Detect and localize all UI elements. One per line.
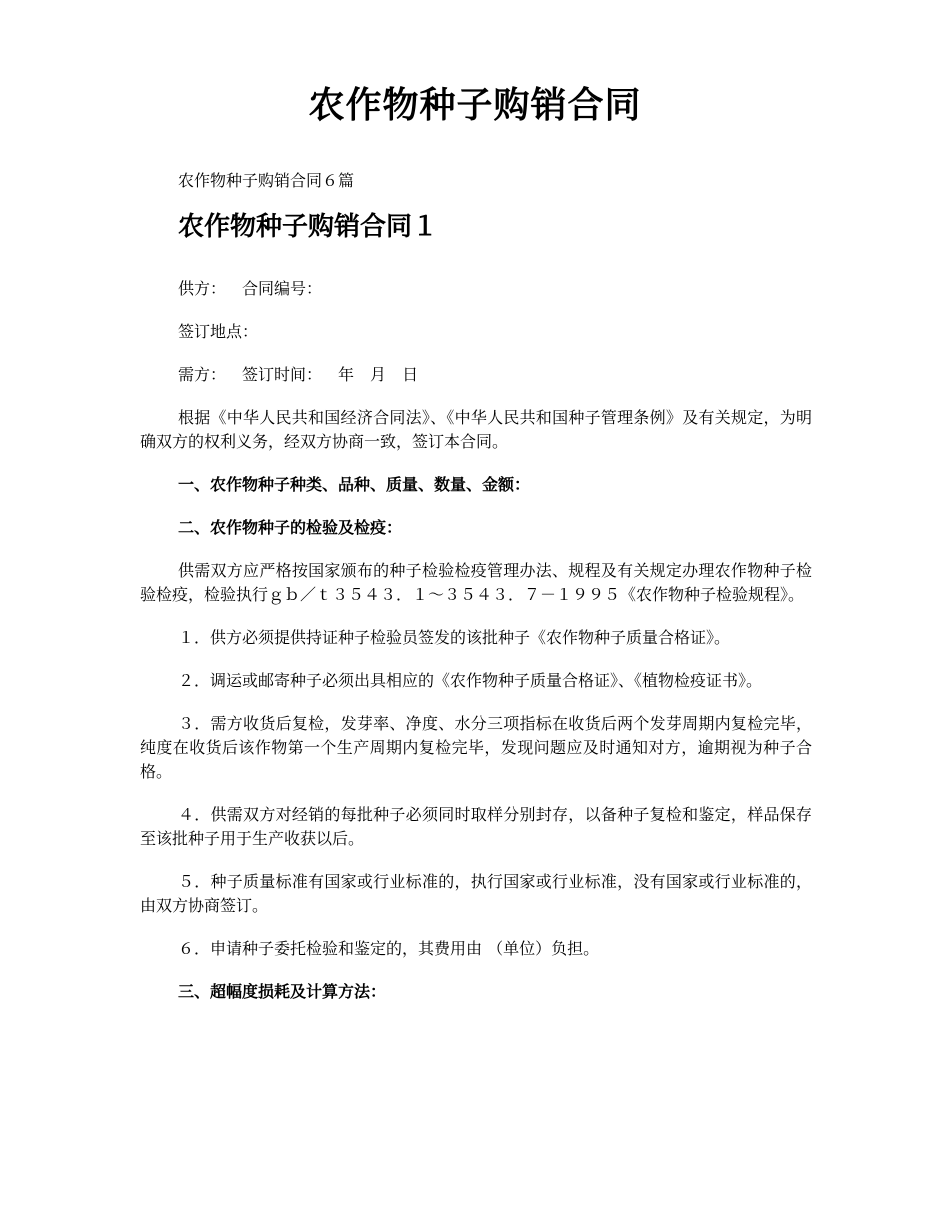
- heading-2: 二、农作物种子的检验及检疫：: [178, 518, 403, 537]
- list-item: ３．需方收货后复检，发芽率、净度、水分三项指标在收货后两个发芽周期内复检完毕，纯度在收货后该作物第一个生产周期内复检完毕，发现问题应及时通知对方，逾期视为种子合格。: [140, 714, 812, 781]
- supplier-line: [140, 277, 812, 301]
- inspection-paragraph: 供需双方应严格按国家颁布的种子检验检疫管理办法、规程及有关规定办理农作物种子检验检疫，检验执行ｇｂ／ｔ３５４３．１～３５４３．７－１９９５《农作物种子检验规程》。: [140, 561, 812, 604]
- buyer-label: 需方：: [178, 365, 227, 384]
- contract-body: [140, 277, 812, 1023]
- list-item: ６．申请种子委托检验和鉴定的，其费用由 （单位）负担。: [178, 939, 600, 958]
- list-item: ５．种子质量标准有国家或行业标准的，执行国家或行业标准，没有国家或行业标准的，由双方协商签订。: [140, 872, 812, 915]
- sign-time-label: 签订时间：: [242, 365, 323, 384]
- list-item: ４．供需双方对经销的每批种子必须同时取样分别封存，以备种子复检和鉴定，样品保存至该批种子用于生产收获以后。: [140, 805, 812, 848]
- document-subtitle: 农作物种子购销合同６篇: [178, 171, 355, 190]
- date-month: 月: [370, 365, 387, 384]
- buyer-line: [140, 363, 812, 387]
- date-day: 日: [402, 365, 419, 384]
- list-item: １．供方必须提供持证种子检验员签发的该批种子《农作物种子质量合格证》。: [178, 628, 731, 647]
- sign-place-line: [140, 320, 812, 344]
- section-title: 农作物种子购销合同１: [178, 212, 439, 242]
- list-item: ２．调运或邮寄种子必须出具相应的《农作物种子质量合格证》、《植物检疫证书》。: [178, 671, 763, 690]
- heading-3: 三、超幅度损耗及计算方法：: [178, 982, 387, 1001]
- document-title: 农作物种子购销合同: [308, 84, 642, 126]
- heading-1: 一、农作物种子种类、品种、质量、数量、金额：: [178, 475, 531, 494]
- contract-no-label: 合同编号：: [242, 279, 323, 298]
- supplier-label: 供方：: [178, 279, 227, 298]
- intro-paragraph: 根据《中华人民共和国经济合同法》、《中华人民共和国种子管理条例》及有关规定，为明确双方的权利义务，经双方协商一致，签订本合同。: [140, 408, 812, 451]
- sign-place-label: 签订地点：: [178, 322, 259, 341]
- date-year: 年: [338, 365, 355, 384]
